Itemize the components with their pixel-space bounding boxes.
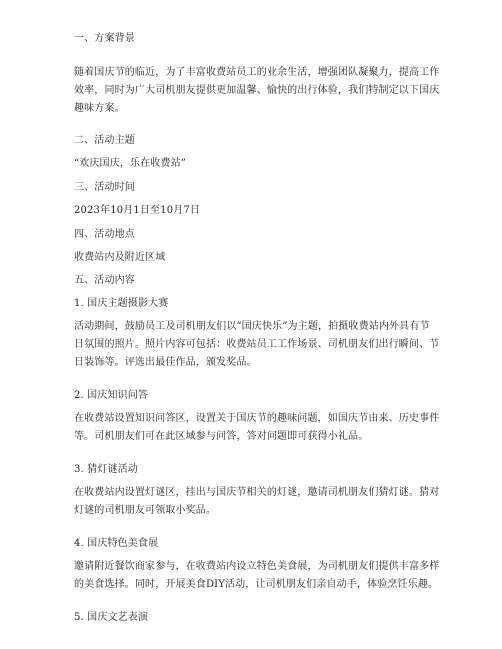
paragraph-line: “欢庆国庆，乐在收费站” <box>74 158 187 169</box>
paragraph-line: 2023年10月1日至10月7日 <box>74 205 201 216</box>
paragraph-line: 效率，同时为广大司机朋友提供更加温馨、愉快的出行体验，我们特制定以下国庆 <box>74 85 440 96</box>
paragraph-line: 活动期间，鼓励员工及司机朋友们以“国庆快乐”为主题，拍摄收费站内外具有节 <box>74 321 430 332</box>
paragraph-line: 趣味方案。 <box>74 103 125 114</box>
subsection-heading: 5. 国庆文艺表演 <box>74 612 149 623</box>
paragraph-line: 的美食选择。同时，开展美食DIY活动，让司机朋友们亲自动手，体验烹饪乐趣。 <box>74 579 439 590</box>
subsection-heading: 3. 猜灯谜活动 <box>74 464 138 475</box>
subsection-heading: 4. 国庆特色美食展 <box>74 538 159 549</box>
paragraph-line: 在收费站内设置灯谜区，挂出与国庆节相关的灯谜，邀请司机朋友们猜灯谜。猜对 <box>74 487 440 498</box>
section-heading: 三、活动时间 <box>74 182 135 193</box>
paragraph-line: 邀请附近餐饮商家参与，在收费站内设立特色美食展，为司机朋友们提供丰富多样 <box>74 561 440 572</box>
paragraph-line: 在收费站设置知识问答区，设置关于国庆节的趣味问题，如国庆节由来、历史事件 <box>74 413 440 424</box>
section-heading: 四、活动地点 <box>74 229 135 240</box>
paragraph-line: 日装饰等。评选出最佳作品，颁发奖品。 <box>74 357 257 368</box>
paragraph-line: 灯谜的司机朋友可领取小奖品。 <box>74 505 217 516</box>
paragraph-line: 收费站内及附近区域 <box>74 252 166 263</box>
subsection-heading: 2. 国庆知识问答 <box>74 390 149 401</box>
subsection-heading: 1. 国庆主题摄影大赛 <box>74 298 169 309</box>
paragraph-line: 等。司机朋友们可在此区域参与问答，答对问题即可获得小礼品。 <box>74 431 369 442</box>
section-heading: 一、方案背景 <box>74 33 135 44</box>
section-heading: 五、活动内容 <box>74 275 135 286</box>
section-heading: 二、活动主题 <box>74 135 135 146</box>
paragraph-line: 随着国庆节的临近，为了丰富收费站员工的业余生活，增强团队凝聚力，提高工作 <box>74 67 440 78</box>
paragraph-line: 日氛围的照片。照片内容可包括：收费站员工工作场景、司机朋友们出行瞬间、节 <box>74 339 440 350</box>
